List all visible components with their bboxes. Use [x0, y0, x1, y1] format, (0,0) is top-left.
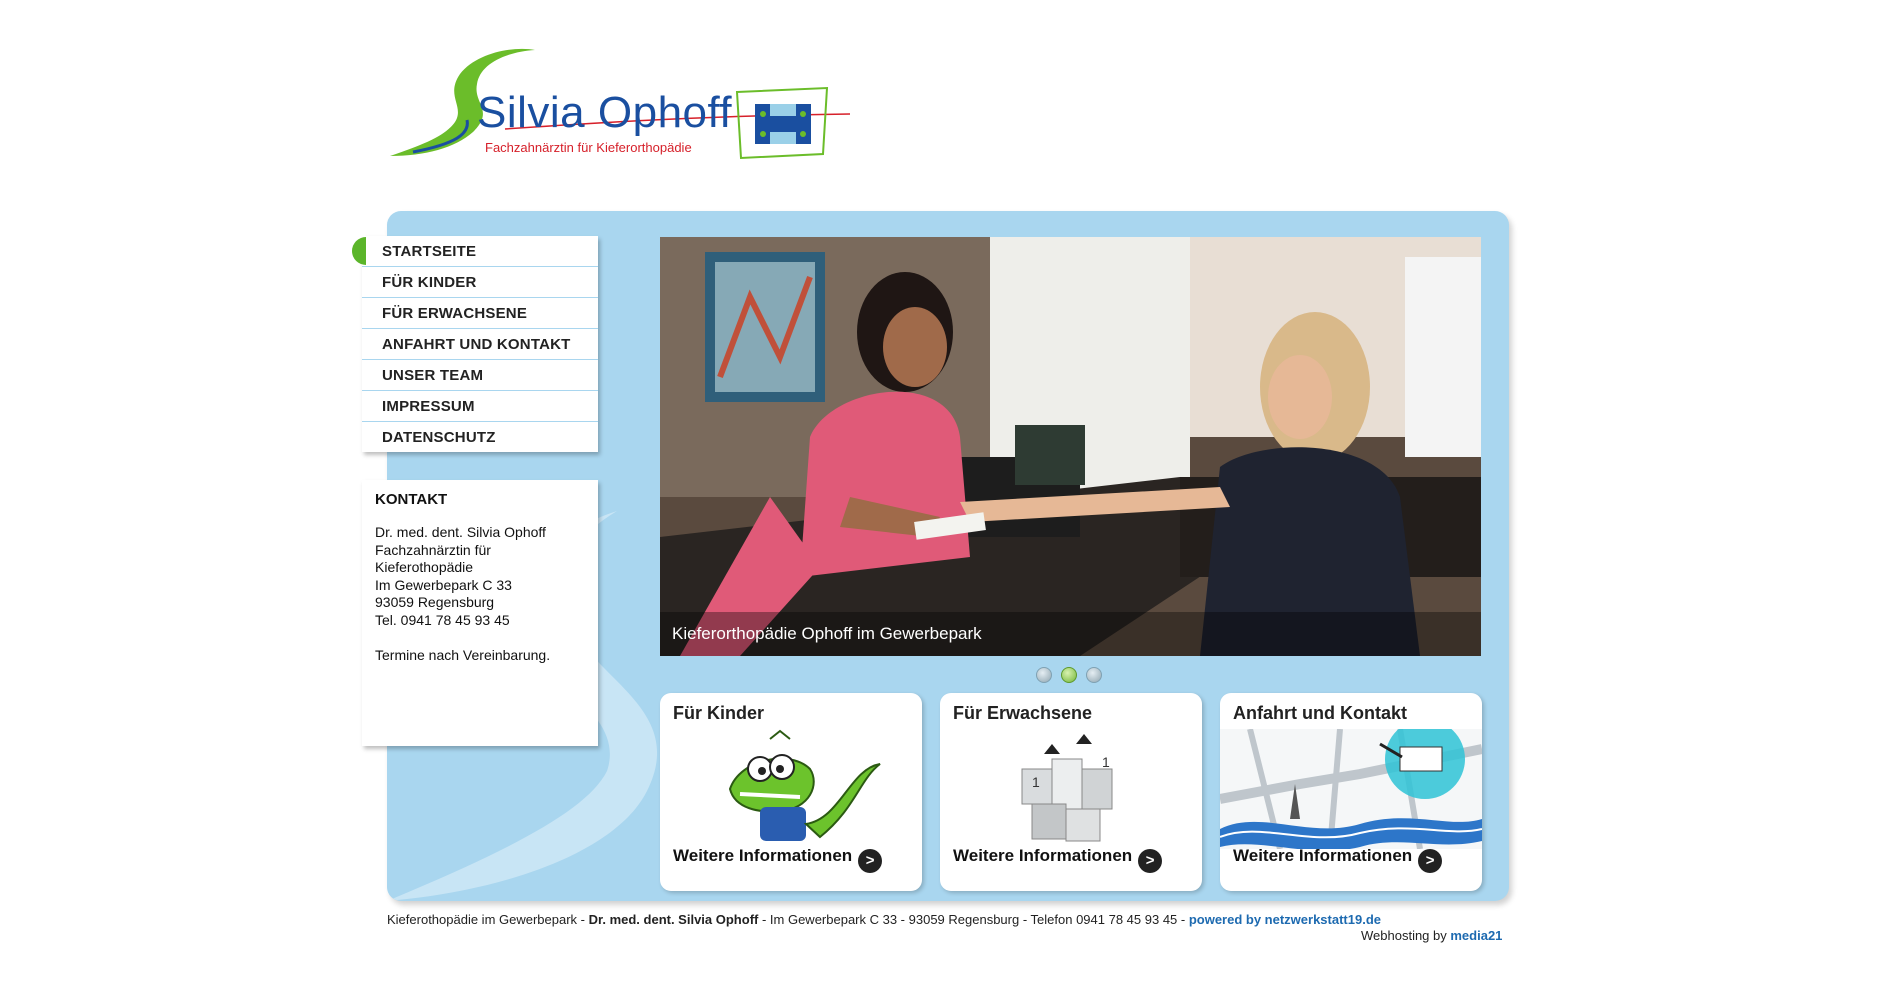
arrow-right-icon: > — [1418, 849, 1442, 873]
contact-details — [375, 524, 550, 664]
nav-item-anfahrt-kontakt[interactable] — [362, 329, 598, 360]
nav-item-label: IMPRESSUM — [382, 398, 475, 415]
contact-line: Fachzahnärztin für — [375, 541, 491, 558]
hosting-prefix: Webhosting by — [1361, 928, 1451, 943]
contact-line: Tel. 0941 78 45 93 45 — [375, 611, 510, 628]
arrow-right-icon: > — [858, 849, 882, 873]
contact-line: 93059 Regensburg — [375, 594, 495, 610]
powered-by-link[interactable]: powered by netzwerkstatt19.de — [1188, 912, 1381, 927]
svg-text:1: 1 — [1032, 774, 1040, 790]
nav-item-impressum[interactable] — [362, 391, 598, 422]
contact-line: Termine nach Vereinbarung. — [375, 646, 551, 663]
card-more-link[interactable] — [1233, 846, 1442, 873]
card-more-label: Weitere Informationen — [953, 846, 1133, 865]
card-title: Anfahrt und Kontakt — [1233, 703, 1407, 723]
crocodile-mascot-icon — [720, 729, 890, 849]
hosting-link[interactable]: media21 — [1450, 928, 1503, 943]
teaser-card-anfahrt[interactable] — [1220, 693, 1482, 891]
contact-line: Kieferothopädie — [375, 559, 474, 575]
arrow-right-icon: > — [1138, 849, 1162, 873]
footer-text: Kieferothopädie im Gewerbepark - — [387, 912, 589, 927]
contact-heading: KONTAKT — [375, 491, 448, 508]
card-more-label: Weitere Informationen — [1233, 846, 1413, 865]
slider-dot-3[interactable] — [1086, 667, 1102, 683]
main-navigation — [362, 236, 598, 452]
logo-brand-text: Silvia Ophoff — [477, 88, 733, 137]
footer-name: Dr. med. dent. Silvia Ophoff — [588, 912, 759, 927]
logo[interactable] — [385, 44, 855, 174]
footer — [387, 912, 1381, 927]
dice-blocks-icon — [1002, 729, 1142, 849]
slide-caption: Kieferorthopädie Ophoff im Gewerbepark — [672, 624, 982, 643]
footer-address: - Im Gewerbepark C 33 - 93059 Regensburg - Telefon 0941 78 45 93 45 - — [758, 912, 1189, 927]
card-title: Für Kinder — [673, 703, 765, 723]
nav-item-datenschutz[interactable] — [362, 422, 598, 452]
teaser-card-erwachsene[interactable] — [940, 693, 1202, 891]
contact-line — [375, 629, 550, 647]
logo-subtitle: Fachzahnärztin für Kieferorthopädie — [485, 140, 692, 155]
contact-line: Dr. med. dent. Silvia Ophoff — [375, 524, 546, 540]
svg-text:1: 1 — [1102, 754, 1110, 770]
nav-item-fuer-erwachsene[interactable] — [362, 298, 598, 329]
contact-box — [362, 480, 598, 746]
slide-photo-icon — [660, 237, 1481, 656]
teaser-card-kinder[interactable] — [660, 693, 922, 891]
hosting-credit — [1361, 928, 1502, 943]
nav-item-label: FÜR ERWACHSENE — [382, 305, 528, 322]
nav-item-label: UNSER TEAM — [382, 367, 484, 384]
nav-item-unser-team[interactable] — [362, 360, 598, 391]
slider-dot-2[interactable] — [1061, 667, 1077, 683]
active-indicator — [352, 237, 366, 265]
image-slider[interactable] — [660, 237, 1481, 656]
card-more-link[interactable] — [953, 846, 1162, 873]
nav-item-label: FÜR KINDER — [382, 274, 477, 291]
contact-line: Im Gewerbepark C 33 — [375, 576, 512, 593]
card-more-link[interactable] — [673, 846, 882, 873]
nav-item-label: STARTSEITE — [382, 243, 477, 260]
nav-item-label: DATENSCHUTZ — [382, 429, 496, 446]
slider-dot-1[interactable] — [1036, 667, 1052, 683]
card-more-label: Weitere Informationen — [673, 846, 853, 865]
nav-item-label: ANFAHRT UND KONTAKT — [382, 336, 571, 353]
nav-item-startseite[interactable] — [362, 236, 598, 267]
card-title: Für Erwachsene — [953, 703, 1093, 723]
nav-item-fuer-kinder[interactable] — [362, 267, 598, 298]
map-icon — [1220, 729, 1482, 849]
